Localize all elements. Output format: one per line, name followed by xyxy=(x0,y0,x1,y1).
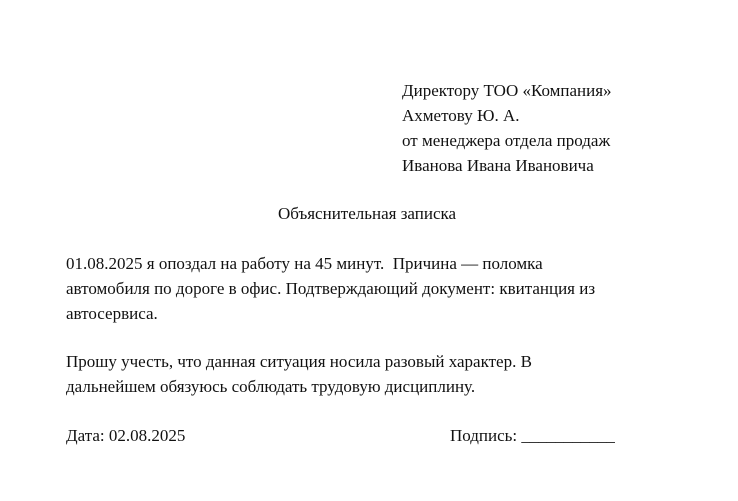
paragraph-line: Прошу учесть, что данная ситуация носила разовый характер. В xyxy=(66,352,532,371)
paragraph-line: дальнейшем обязуюсь соблюдать трудовую дисциплину. xyxy=(66,377,476,396)
addressee-block xyxy=(402,78,612,178)
paragraph-line: автомобиля по дороге в офис. Подтверждающий документ: квитанция из xyxy=(66,279,596,298)
document-title: Объяснительная записка xyxy=(277,204,457,223)
signature-field: Подпись: ___________ xyxy=(450,426,615,445)
paragraph-line: автосервиса. xyxy=(66,304,158,323)
addressee-line-director: Директору ТОО «Компания» xyxy=(402,81,612,100)
date-field: Дата: 02.08.2025 xyxy=(66,426,186,445)
sender-line-position: от менеджера отдела продаж xyxy=(402,131,611,150)
sender-line-name: Иванова Ивана Ивановича xyxy=(402,156,594,175)
paragraph-request xyxy=(66,349,666,399)
paragraph-line: 01.08.2025 я опоздал на работу на 45 минут. Причина — поломка xyxy=(66,254,543,273)
paragraph-explanation xyxy=(66,251,666,326)
addressee-line-name: Ахметову Ю. А. xyxy=(402,106,520,125)
